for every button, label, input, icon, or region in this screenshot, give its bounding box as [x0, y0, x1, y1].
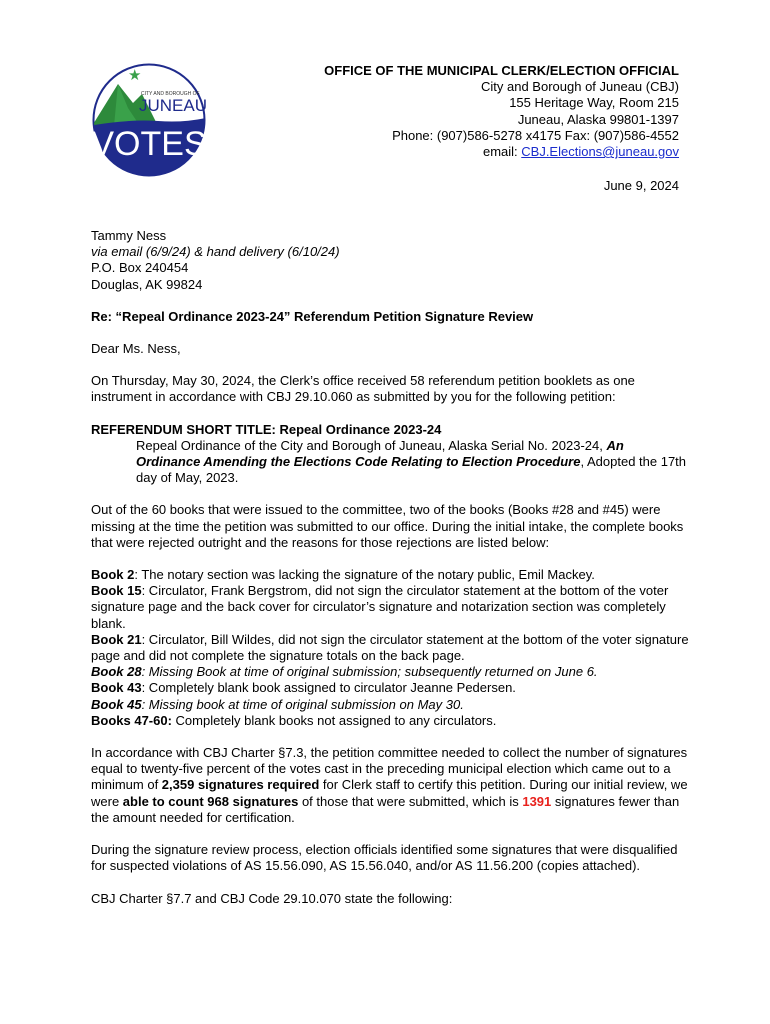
short-title-heading: REFERENDUM SHORT TITLE: Repeal Ordinance 2023-24	[91, 421, 442, 437]
list-item: Book 43: Completely blank book assigned to circulator Jeanne Pedersen.	[91, 680, 516, 696]
re-line: Re: “Repeal Ordinance 2023-24” Referendum Petition Signature Review	[91, 308, 534, 324]
letter-body	[91, 228, 691, 907]
recipient-block	[91, 228, 691, 293]
list-item: Book 45: Missing book at time of original submission on May 30.	[91, 696, 464, 712]
logo-juneau-text: JUNEAU	[139, 96, 208, 115]
header-line-2: 155 Heritage Way, Room 215	[509, 95, 679, 111]
disqualified-paragraph: During the signature review process, election officials identified some signatures that were disqualified for suspected violations of AS 15.56.090, AS 15.56.040, and/or AS 11.56.200 (copies attached).	[91, 842, 678, 874]
charter-paragraph: CBJ Charter §7.7 and CBJ Code 29.10.070 state the following:	[91, 890, 453, 906]
missing-books-paragraph: Out of the 60 books that were issued to the committee, two of the books (Books #28 and #45) were missing at the time the petition was submitted to our office. During the initial intake, the complete books that were rejected outright and the reasons for those rejections are listed below:	[91, 502, 684, 550]
short-title-text-c: , Adopted the 17th day of May, 2023.	[136, 454, 687, 486]
letter-date: June 9, 2024	[603, 178, 679, 193]
short-title-ordinance-name: An Ordinance Amending the Elections Code Relating to Election Procedure	[136, 437, 624, 470]
juneau-votes-logo	[88, 63, 210, 177]
email-label: email:	[482, 144, 522, 160]
short-title-text-a: Repeal Ordinance of the City and Borough of Juneau, Alaska Serial No. 2023-24,	[136, 437, 607, 453]
header-line-3: Juneau, Alaska 99801-1397	[517, 111, 679, 127]
header-email-line	[324, 144, 679, 160]
list-item: Book 28: Missing Book at time of original submission; subsequently returned on June 6.	[91, 664, 598, 680]
letterhead	[324, 63, 679, 160]
delivery-method: via email (6/9/24) & hand delivery (6/10/24)	[91, 244, 340, 260]
shortfall-number: 1391	[522, 793, 552, 809]
list-item: Books 47-60: Completely blank books not assigned to any circulators.	[91, 712, 497, 728]
header-line-1: City and Borough of Juneau (CBJ)	[481, 79, 679, 95]
list-item: Book 2: The notary section was lacking the signature of the notary public, Emil Mackey.	[91, 567, 595, 583]
office-title: OFFICE OF THE MUNICIPAL CLERK/ELECTION OFFICIAL	[324, 63, 679, 78]
recipient-city: Douglas, AK 99824	[91, 276, 203, 292]
recipient-name: Tammy Ness	[91, 228, 167, 243]
salutation: Dear Ms. Ness,	[91, 341, 181, 357]
intro-paragraph: On Thursday, May 30, 2024, the Clerk’s office received 58 referendum petition booklets as one instrument in accordance with CBJ 29.10.060 as submitted by you for the following petition:	[91, 373, 635, 405]
short-title-text	[91, 438, 691, 487]
signature-count-paragraph: In accordance with CBJ Charter §7.3, the petition committee needed to collect the number of signatures equal to twenty-five percent of the votes cast in the preceding municipal election which came out to a minimum of 2,359 signatures required for Clerk staff to certify this petition. During our initial review, we were able to count 968 signatures of those that were submitted, which is 1391 signatures fewer than the amount needed for certification.	[91, 745, 688, 825]
star-icon: ★	[128, 67, 142, 84]
header-line-4: Phone: (907)586-5278 x4175 Fax: (907)586-4552	[392, 127, 679, 143]
list-item: Book 15: Circulator, Frank Bergstrom, did not sign the circulator statement at the bottom of the voter signature page and the back cover for circulator’s signature and notarization section was completely blank.	[91, 583, 669, 631]
recipient-po-box: P.O. Box 240454	[91, 260, 189, 276]
logo-votes-text: VOTES	[91, 125, 207, 163]
list-item: Book 21: Circulator, Bill Wildes, did not sign the circulator statement at the bottom of the voter signature page and did not complete the signature totals on the back page.	[91, 631, 689, 664]
logo-top-text: CITY AND BOROUGH OF	[141, 91, 200, 97]
email-link[interactable]: CBJ.Elections@juneau.gov	[521, 144, 679, 160]
rejected-books-list	[91, 567, 691, 729]
